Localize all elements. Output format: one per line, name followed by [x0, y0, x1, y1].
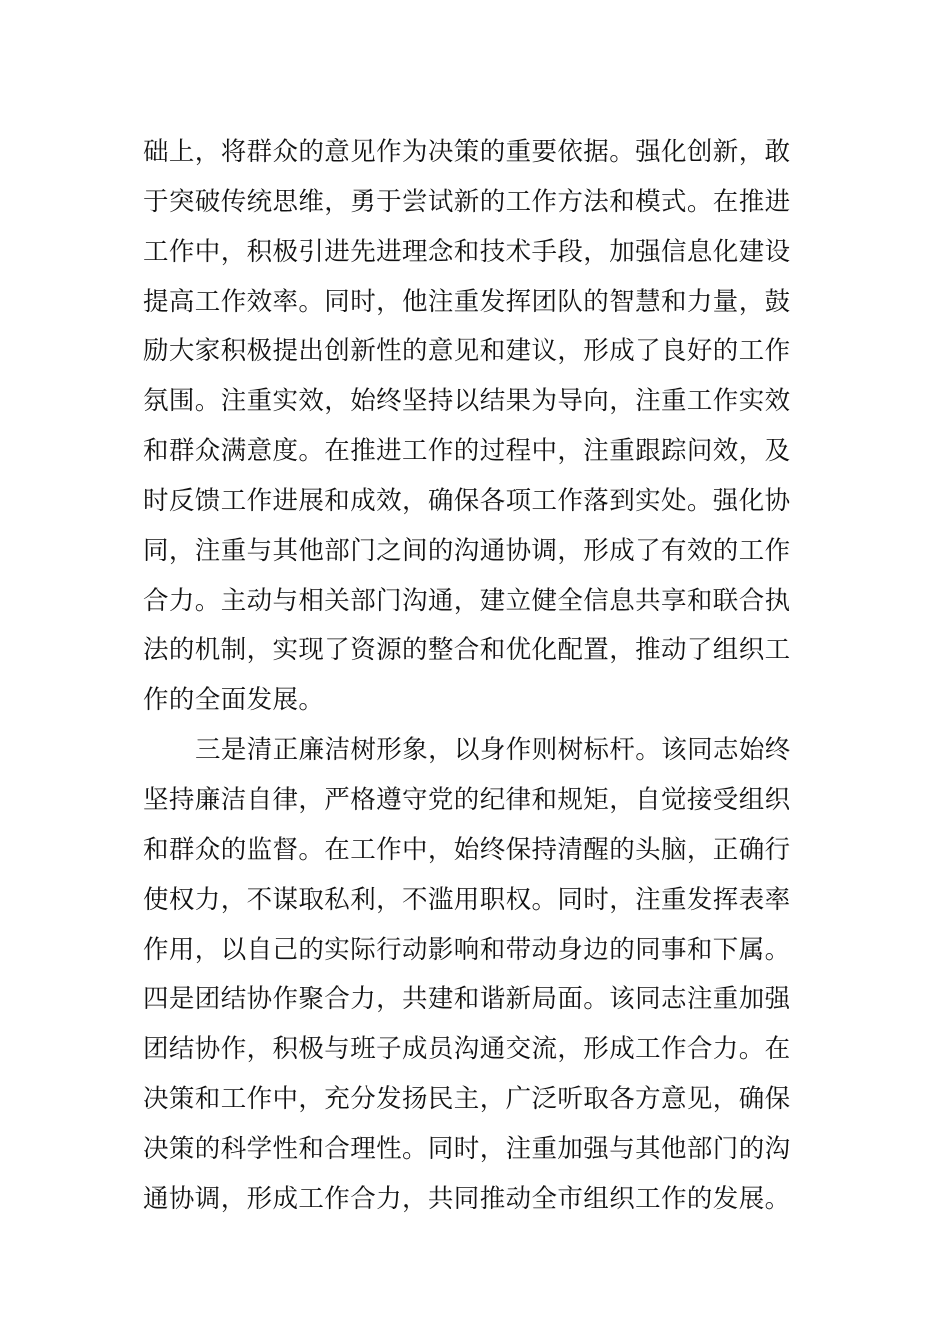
paragraph-start-line: 三是清正廉洁树形象，以身作则树标杆。该同志始终 [195, 735, 791, 766]
text-line: 时反馈工作进展和成效，确保各项工作落到实处。强化协 [143, 485, 791, 516]
text-line: 四是团结协作聚合力，共建和谐新局面。该同志注重加强 [143, 984, 791, 1015]
text-line: 决策的科学性和合理性。同时，注重加强与其他部门的沟 [143, 1133, 791, 1164]
text-line: 励大家积极提出创新性的意见和建议，形成了良好的工作 [143, 336, 791, 367]
text-line: 工作中，积极引进先进理念和技术手段，加强信息化建设 [143, 236, 791, 267]
text-line: 础上，将群众的意见作为决策的重要依据。强化创新，敢 [143, 137, 791, 167]
text-line: 通协调，形成工作合力，共同推动全市组织工作的发展。 [143, 1183, 791, 1214]
text-line: 使权力，不谋取私利，不滥用职权。同时，注重发挥表率 [143, 884, 791, 915]
text-line: 坚持廉洁自律，严格遵守党的纪律和规矩，自觉接受组织 [143, 784, 791, 815]
text-line: 同，注重与其他部门之间的沟通协调，形成了有效的工作 [143, 535, 791, 566]
text-line: 氛围。注重实效，始终坚持以结果为导向，注重工作实效 [143, 386, 791, 417]
text-line: 法的机制，实现了资源的整合和优化配置，推动了组织工 [143, 635, 791, 666]
document-body [143, 128, 813, 1225]
text-line: 提高工作效率。同时，他注重发挥团队的智慧和力量，鼓 [143, 286, 791, 317]
text-line: 于突破传统思维，勇于尝试新的工作方法和模式。在推进 [143, 186, 791, 217]
text-line: 作用，以自己的实际行动影响和带动身边的同事和下属。 [143, 934, 791, 965]
text-line: 和群众的监督。在工作中，始终保持清醒的头脑，正确行 [143, 834, 791, 865]
text-line: 和群众满意度。在推进工作的过程中，注重跟踪问效，及 [143, 436, 791, 467]
text-line: 作的全面发展。 [143, 685, 325, 716]
text-line: 合力。主动与相关部门沟通，建立健全信息共享和联合执 [143, 585, 791, 616]
text-line: 团结协作，积极与班子成员沟通交流，形成工作合力。在 [143, 1034, 791, 1065]
text-line: 决策和工作中，充分发扬民主，广泛听取各方意见，确保 [143, 1084, 791, 1115]
